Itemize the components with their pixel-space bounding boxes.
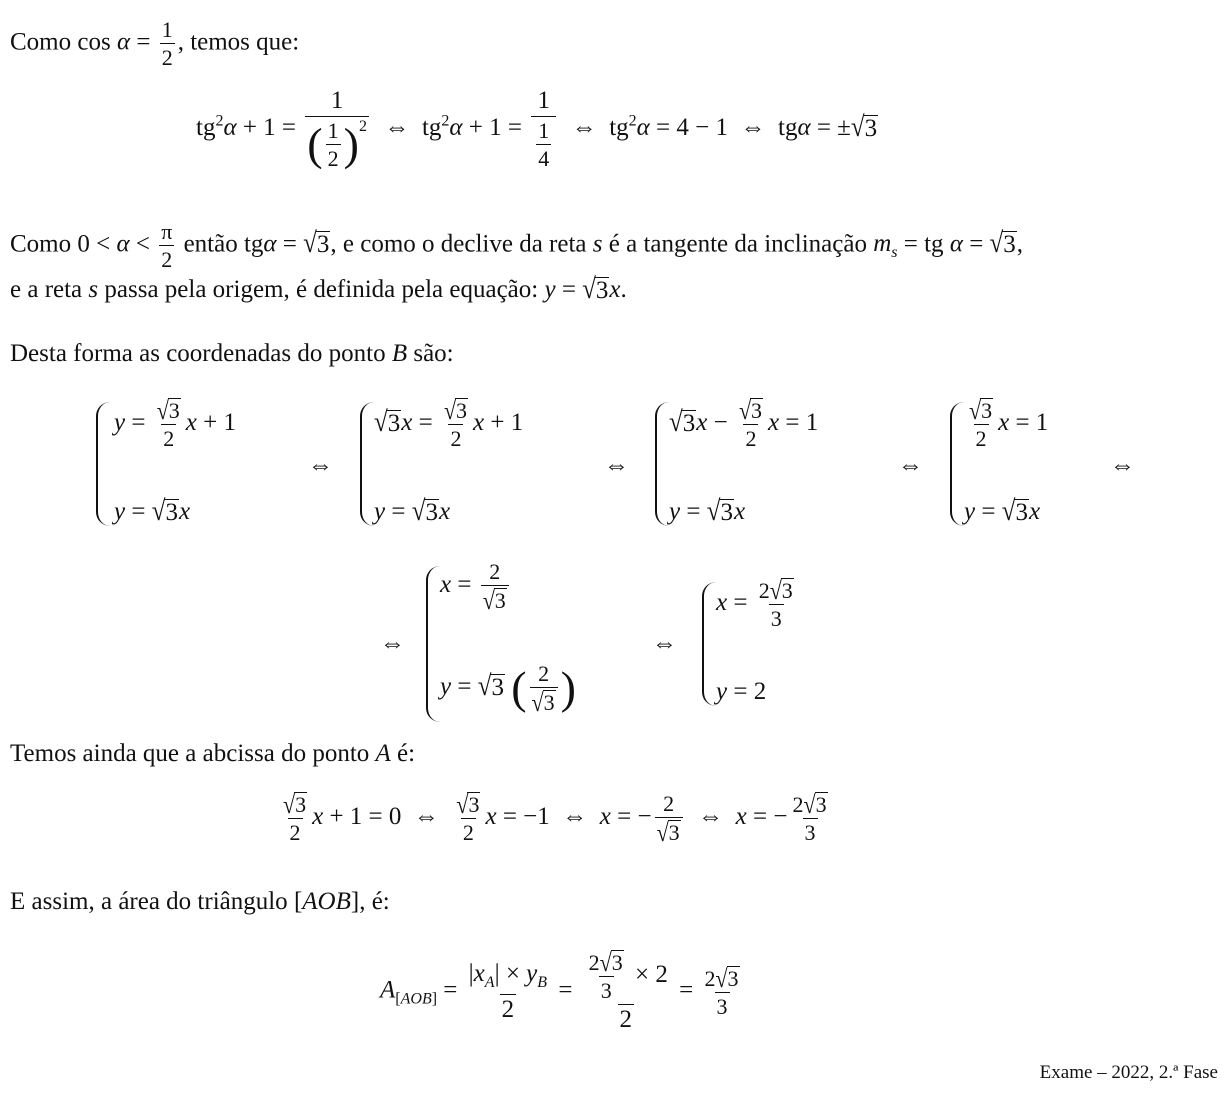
equation-tg-squared: $tg^2\alpha + 1$ = 1 ( $\frac{1}{2}$ )$^2$ ⇔ $tg^2\alpha + 1$ = $\frac{1}{\frac{1}{4}}$ ⇔ $tg^2\alpha = 4 - 1$ ⇔ tgα = ± √ 3 bbox=[196, 87, 878, 172]
equivalence-3: ⇔ bbox=[898, 452, 923, 479]
equivalence-6: ⇔ bbox=[652, 630, 677, 657]
exam-source-footer: Exame – 2022, 2.ª Fase bbox=[1039, 1062, 1218, 1083]
equivalence-2: ⇔ bbox=[604, 452, 629, 479]
equivalence-5: ⇔ bbox=[380, 630, 405, 657]
equivalence-4: ⇔ bbox=[1110, 452, 1135, 479]
paragraph-coordenadas-b: Desta forma as coordenadas do ponto B são: bbox=[10, 340, 454, 367]
equivalence-1: ⇔ bbox=[308, 452, 333, 479]
paragraph-area: E assim, a área do triângulo [AOB], é: bbox=[10, 888, 390, 915]
equation-area: $A_{[AOB]}$ = $\frac{|x_A| \times y_B}{2}$ = 2 √ 3 3 × 2 2 = 2 √ 3 3 bbox=[380, 948, 739, 1034]
paragraph-cos-alpha: Como cos α = $\frac{1}{2}$ , temos que: bbox=[10, 17, 300, 71]
paragraph-reta-s: e a reta s passa pela origem, é definida pela equação: y = √ 3 x. bbox=[10, 273, 627, 305]
paragraph-abcissa-a: Temos ainda que a abcissa do ponto A é: bbox=[10, 740, 416, 767]
paragraph-declive: Como 0 < α < $\frac{\pi}{2}$ então tgα = √ 3 , e como o declive da reta s é a tangente da inclinação $m_s$ = tg α = √ 3 , bbox=[10, 219, 1024, 273]
equation-abcissa: √ 3 2 x + 1 = 0 ⇔ √ 3 2 x = −1 ⇔ x = − 2 √ 3 ⇔ x = − 2 √ 3 3 bbox=[283, 790, 827, 847]
